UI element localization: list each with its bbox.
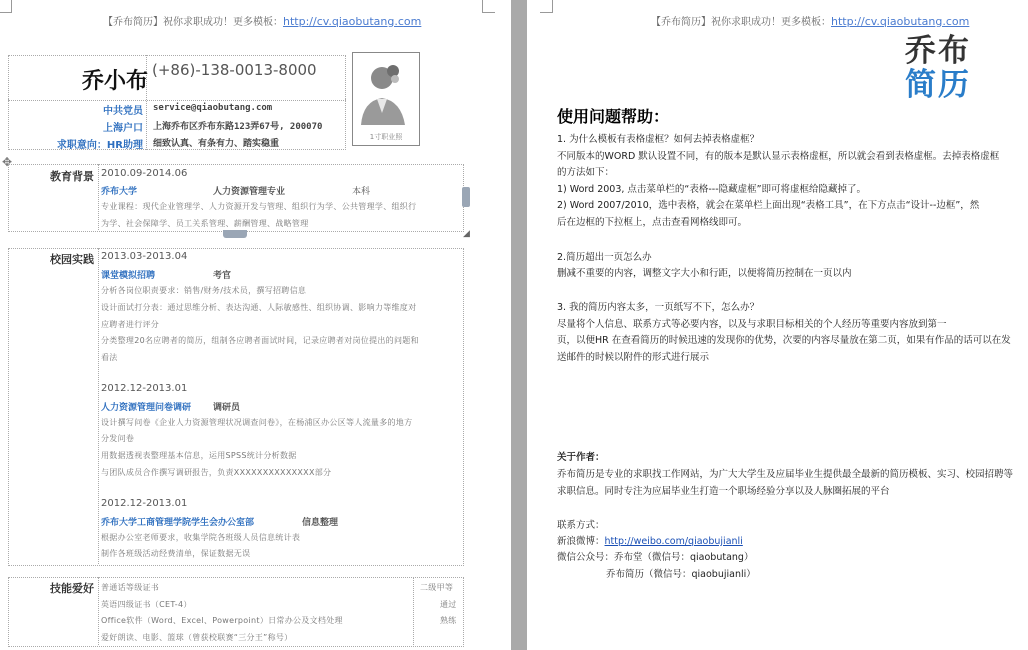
phone-number: (+86)-138-0013-8000	[152, 61, 317, 79]
page-header	[651, 13, 969, 28]
divider	[98, 164, 99, 230]
wechat-line: 乔布简历（微信号：qiaobujianli）	[606, 569, 756, 580]
entry-line: 看法	[101, 353, 118, 362]
entry-date: 2012.12-2013.01	[101, 383, 188, 394]
education-date: 2010.09-2014.06	[101, 168, 188, 179]
info-label: 求职意向：HR助理	[56, 140, 143, 151]
skills-title: 技能爱好	[50, 582, 94, 595]
logo-line1: 乔布	[905, 33, 971, 69]
skill-level: 二级甲等	[420, 583, 454, 592]
entry-line: 分析各岗位职责要求：销售/财务/技术员，撰写招聘信息	[101, 286, 307, 295]
entry-line: 分类整理20名应聘者的简历，组制各应聘者面试时间，记录应聘者对岗位提出的问题和	[101, 336, 419, 345]
crop-mark	[540, 0, 553, 13]
crop-mark	[0, 0, 12, 13]
question-3: 3. 我的简历内容太多，一页纸写不下，怎么办？	[557, 302, 760, 313]
skill-line: 爱好朗读、电影、篮球（曾获校联赛“三分王”称号）	[101, 633, 293, 642]
about-line: 乔布简历是专业的求职找工作网站，为广大大学生及应届毕业生提供最全最新的简历模板、实习、校园招聘等	[557, 469, 1014, 480]
answer-line: 1) Word 2003, 点击菜单栏的“表格---隐藏虚框”即可将虚框给隐藏掉了。	[557, 184, 867, 195]
answer-line: 尽量将个人信息、联系方式等必要内容，以及与求职目标相关的个人经历等重要内容放到第一	[557, 319, 947, 330]
resize-handle[interactable]	[462, 187, 470, 207]
question-1: 1. 为什么模板有表格虚框？如何去掉表格虚框？	[557, 134, 760, 145]
entry-org: 人力资源管理问卷调研	[101, 403, 192, 413]
candidate-name: 乔小布	[82, 68, 149, 94]
major: 人力资源管理专业	[213, 187, 286, 197]
divider	[413, 577, 414, 645]
logo-line2: 简历	[905, 67, 971, 103]
header-text: 【乔布简历】祝你求职成功！更多模板：	[103, 17, 283, 28]
header-text: 【乔布简历】祝你求职成功！更多模板：	[651, 17, 831, 28]
entry-date: 2013.03-2013.04	[101, 251, 188, 262]
entry-line: 根据办公室老师要求，收集学院各班级人员信息统计表	[101, 533, 301, 542]
entry-org: 课堂模拟招聘	[101, 271, 156, 281]
courses-line: 专业课程：现代企业管理学、人力资源开发与管理、组织行为学、公共管理学、组织行	[101, 202, 417, 211]
contact-title: 联系方式：	[557, 520, 605, 531]
move-handle-icon[interactable]: ✥	[2, 155, 13, 169]
divider	[98, 248, 99, 564]
entry-line: 与团队成员合作撰写调研报告，负责XXXXXXXXXXXXXX部分	[101, 468, 332, 477]
entry-role: 考官	[213, 271, 232, 281]
info-email: service@qiaobutang.com	[153, 103, 273, 113]
weibo-label: 新浪微博：	[557, 536, 605, 547]
entry-line: 设计撰写问卷《企业人力资源管理状况调查问卷》，在杨浦区办公区等人流量多的地方	[101, 418, 413, 427]
qiaobu-logo	[905, 34, 971, 102]
page-gutter	[511, 0, 527, 650]
header-link[interactable]: http://cv.qiaobutang.com	[831, 15, 970, 28]
courses-line: 为学、社会保障学、员工关系管理、薪酬管理、战略管理	[101, 219, 309, 228]
entry-role: 信息整理	[302, 518, 339, 528]
about-line: 求职信息。同时专注为应届毕业生打造一个职场经验分享以及人脉圈拓展的平台	[557, 486, 890, 497]
answer-line: 页，以便HR 在查看简历的时候迅速的发现你的优势，次要的内容尽量放在第二页，如果有作品的话可以在发	[557, 335, 1011, 346]
page-header	[103, 13, 421, 28]
entry-line: 用数据透视表整理基本信息，运用SPSS统计分析数据	[101, 451, 297, 460]
about-title: 关于作者：	[557, 452, 605, 463]
info-address: 上海乔布区乔布东路123弄67号, 200070	[153, 122, 323, 132]
skill-level: 通过	[440, 600, 457, 609]
campus-title: 校园实践	[50, 253, 94, 266]
header-link[interactable]: http://cv.qiaobutang.com	[283, 15, 422, 28]
crop-mark	[482, 0, 495, 13]
help-title: 使用问题帮助：	[557, 107, 670, 126]
entry-line: 应聘者进行评分	[101, 320, 160, 329]
entry-line: 制作各班级活动经费清单，保证数据无误	[101, 549, 251, 558]
answer-line: 的方法如下：	[557, 167, 615, 178]
skill-line: 普通话等级证书	[101, 583, 160, 592]
entry-org: 乔布大学工商管理学院学生会办公室部	[101, 518, 255, 528]
skill-line: 英语四级证书（CET-4）	[101, 600, 192, 609]
table-resize-icon[interactable]: ◢	[463, 229, 470, 239]
info-traits: 细致认真、有条有力、踏实稳重	[153, 139, 280, 149]
answer-line: 2) Word 2007/2010，选中表格，就会在菜单栏上面出现“表格工具”，在下方点击“设计--边框”，然	[557, 200, 980, 211]
divider	[98, 577, 99, 645]
info-label: 上海户口	[103, 123, 143, 134]
row-add-handle[interactable]	[223, 230, 247, 238]
resume-page	[0, 0, 511, 650]
photo-caption: 1寸职业照	[369, 133, 403, 141]
info-label: 中共党员	[103, 106, 143, 117]
wechat-line: 微信公众号：乔布堂（微信号：qiaobutang）	[557, 552, 754, 563]
weibo-row	[557, 533, 743, 547]
answer-line: 删减不重要的内容，调整文字大小和行距，以便将简历控制在一页以内	[557, 268, 852, 279]
weibo-link[interactable]: http://weibo.com/qiaobujianli	[604, 536, 743, 547]
photo-placeholder	[352, 52, 420, 146]
degree: 本科	[352, 187, 371, 197]
school-name: 乔布大学	[101, 187, 138, 197]
answer-line: 后在边框的下拉框上，点击查看网格线即可。	[557, 217, 748, 228]
answer-line: 送邮件的时候以附件的形式进行展示	[557, 352, 710, 363]
entry-line: 分发问卷	[101, 434, 135, 443]
skill-level: 熟练	[440, 616, 457, 625]
entry-date: 2012.12-2013.01	[101, 498, 188, 509]
entry-line: 设计面试打分表：通过思维分析、表达沟通、人际敏感性、组织协调、影响力等维度对	[101, 303, 417, 312]
question-2: 2.简历超出一页怎么办	[557, 252, 652, 263]
answer-line: 不同版本的WORD 默认设置不同，有的版本是默认显示表格虚框，所以就会看到表格虚框。去掉表格虚框	[557, 151, 1000, 162]
entry-role: 调研员	[213, 403, 241, 413]
education-title: 教育背景	[50, 170, 94, 183]
skill-line: Office软件（Word、Excel、Powerpoint）日常办公及文档处理	[101, 616, 343, 625]
